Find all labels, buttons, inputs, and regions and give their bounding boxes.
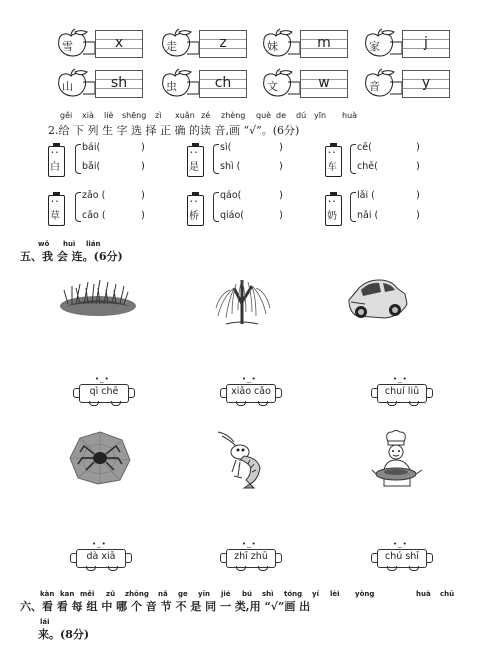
pinyin-annotation: yòng xyxy=(355,590,375,598)
section-6-title-cont: 来。(8分) xyxy=(38,628,90,641)
battery-icon: • • 白 xyxy=(48,143,65,177)
apple-char: 妹 xyxy=(267,40,278,53)
apple-icon xyxy=(258,28,298,58)
apple-char: 雪 xyxy=(62,40,73,53)
battery-icon: • • 是 xyxy=(187,143,204,177)
apple-char: 文 xyxy=(267,80,278,93)
apple-icon xyxy=(53,28,93,58)
battery-icon: • • 桥 xyxy=(187,192,204,226)
option-bracket: zǎo ( ) cǎo ( ) xyxy=(75,189,150,223)
pinyin-letter: z xyxy=(219,35,227,51)
pinyin-annotation: zhōng xyxy=(125,590,149,598)
pinyin-box xyxy=(402,70,450,98)
option[interactable]: qáo( xyxy=(220,190,242,201)
pinyin-letter: w xyxy=(318,75,330,91)
option-bracket: qáo( ) qiáo( ) xyxy=(213,189,288,223)
pinyin-annotation: chū xyxy=(440,590,455,598)
pinyin-annotation: jié xyxy=(221,590,231,598)
item-char: 桥 xyxy=(189,211,199,222)
pinyin-annotation: kan xyxy=(60,590,75,598)
pinyin-annotation: bú xyxy=(242,590,252,598)
pinyin-annotation: ge xyxy=(178,590,188,598)
apple-char: 家 xyxy=(369,40,380,53)
pinyin-annotation: wǒ xyxy=(38,240,50,248)
option[interactable]: cǎo ( xyxy=(82,210,106,221)
item-char: 车 xyxy=(327,162,337,173)
card-pinyin: chuí liǔ xyxy=(384,386,420,397)
item-char: 草 xyxy=(50,211,60,222)
pinyin-letter: y xyxy=(421,75,431,91)
shrimp-image xyxy=(214,430,276,490)
pinyin-annotation: yí xyxy=(312,590,319,598)
pinyin-card[interactable]: •_• qì chē xyxy=(73,375,135,407)
option-bracket: cē( ) chē( ) xyxy=(350,141,425,175)
item-char: 是 xyxy=(189,162,199,173)
pinyin-annotation: kàn xyxy=(40,590,55,598)
pinyin-annotation: huà xyxy=(342,111,358,120)
apple-icon xyxy=(360,28,400,58)
willow-tree-image xyxy=(212,268,274,326)
pinyin-annotation: xià xyxy=(82,111,94,120)
option[interactable]: bái( xyxy=(82,142,101,153)
pinyin-annotation: lián xyxy=(86,240,101,248)
pinyin-annotation: gěi xyxy=(60,111,73,120)
option[interactable]: cē( xyxy=(357,142,372,153)
card-pinyin: dà xiā xyxy=(86,551,116,562)
pinyin-box xyxy=(300,30,348,58)
pinyin-card[interactable]: •_• zhī zhū xyxy=(220,540,282,572)
option[interactable]: nǎi ( xyxy=(357,210,379,221)
pinyin-annotation: měi xyxy=(80,590,95,598)
pinyin-card[interactable]: •_• xiǎo cǎo xyxy=(220,375,282,407)
grass-image xyxy=(58,276,138,320)
option-bracket: lǎi ( ) nǎi ( ) xyxy=(350,189,425,223)
pinyin-box xyxy=(95,70,143,98)
apple-char: 山 xyxy=(62,80,73,93)
pinyin-box xyxy=(199,70,247,98)
pinyin-annotation: huà xyxy=(416,590,431,598)
pinyin-annotation: zǔ xyxy=(106,590,116,598)
pinyin-annotation: yīn xyxy=(314,111,327,120)
item-char: 奶 xyxy=(327,211,337,222)
car-image xyxy=(345,270,410,324)
question-2-text: 2.给 下 列 生 字 选 择 正 确 的读 音,画 “√”。(6分) xyxy=(48,124,300,137)
battery-icon: • • 车 xyxy=(325,143,342,177)
pinyin-annotation: shēng xyxy=(122,111,147,120)
pinyin-letter: ch xyxy=(214,75,232,91)
pinyin-annotation: zhèng xyxy=(221,111,246,120)
pinyin-annotation: shì xyxy=(262,590,274,598)
apple-char: 虫 xyxy=(166,80,177,93)
battery-icon: • • 草 xyxy=(48,192,65,226)
card-pinyin: qì chē xyxy=(89,386,119,397)
pinyin-card[interactable]: •_• chuí liǔ xyxy=(371,375,433,407)
pinyin-box xyxy=(95,30,143,58)
pinyin-annotation: lèi xyxy=(330,590,340,598)
option-bracket: sì( ) shì ( ) xyxy=(213,141,288,175)
pinyin-letter: j xyxy=(424,35,428,51)
option[interactable]: sì( xyxy=(220,142,232,153)
apple-icon xyxy=(53,68,93,98)
pinyin-annotation: lái xyxy=(40,618,50,626)
option[interactable]: qiáo( xyxy=(220,210,245,221)
apple-icon xyxy=(360,68,400,98)
apple-icon xyxy=(157,68,197,98)
apple-char: 音 xyxy=(369,80,380,93)
pinyin-annotation: zì xyxy=(155,111,162,120)
option[interactable]: bǎi( xyxy=(82,161,101,172)
pinyin-box xyxy=(199,30,247,58)
pinyin-card[interactable]: •_• chú shī xyxy=(371,540,433,572)
card-pinyin: xiǎo cǎo xyxy=(231,386,271,397)
pinyin-annotation: nǎ xyxy=(158,590,168,598)
pinyin-annotation: yīn xyxy=(198,590,210,598)
pinyin-letter: sh xyxy=(110,75,128,91)
spider-web-image xyxy=(68,430,132,486)
pinyin-letter: x xyxy=(114,35,124,51)
pinyin-annotation: zé xyxy=(201,111,211,120)
option[interactable]: chē( xyxy=(357,161,378,172)
battery-icon: • • 奶 xyxy=(325,192,342,226)
option[interactable]: zǎo ( xyxy=(82,190,106,201)
pinyin-box xyxy=(300,70,348,98)
pinyin-annotation: liè xyxy=(104,111,114,120)
apple-char: 走 xyxy=(166,40,177,53)
card-pinyin: zhī zhū xyxy=(234,551,268,562)
apple-icon xyxy=(258,68,298,98)
option[interactable]: shì ( xyxy=(220,161,241,172)
pinyin-annotation: xuǎn xyxy=(175,111,195,120)
pinyin-box xyxy=(402,30,450,58)
pinyin-letter: m xyxy=(317,35,331,51)
item-char: 白 xyxy=(50,162,60,173)
pinyin-card[interactable]: •_• dà xiā xyxy=(70,540,132,572)
pinyin-annotation: què xyxy=(256,111,272,120)
pinyin-annotation: huì xyxy=(63,240,76,248)
apple-icon xyxy=(157,28,197,58)
chef-image xyxy=(368,430,426,492)
card-pinyin: chú shī xyxy=(385,551,419,562)
option-bracket: bái( ) bǎi( ) xyxy=(75,141,150,175)
pinyin-annotation: dú xyxy=(296,111,307,120)
section-5-title: 五、我 会 连。(6分) xyxy=(20,250,123,263)
section-6-title: 六、看 看 每 组 中 哪 个 音 节 不 是 同 一 类,用 “√”画 出 xyxy=(20,600,311,613)
pinyin-annotation: tóng xyxy=(284,590,303,598)
pinyin-annotation: de xyxy=(276,111,286,120)
option[interactable]: lǎi ( xyxy=(357,190,375,201)
